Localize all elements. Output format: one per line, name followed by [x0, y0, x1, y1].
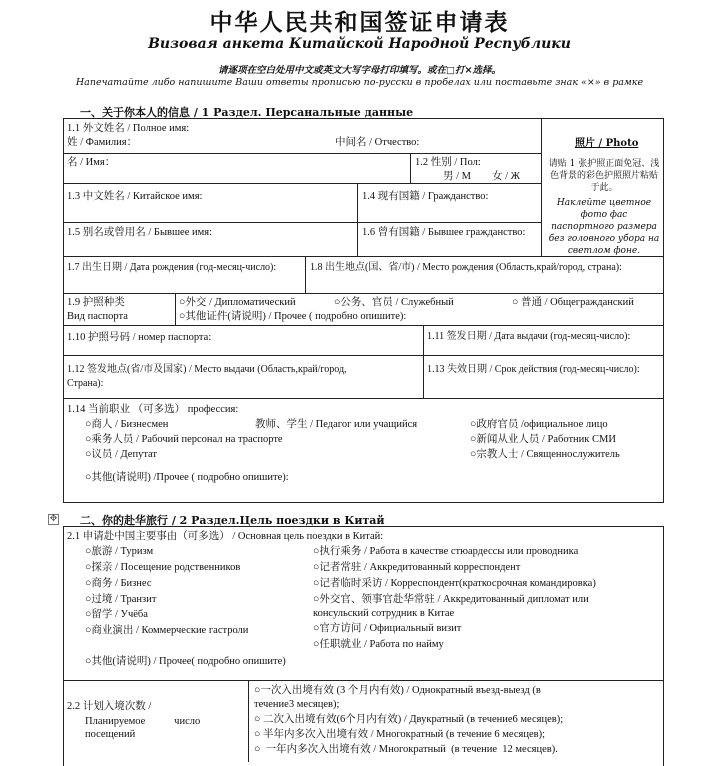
purpose-option[interactable]: ○商业演出 / Коммерческие гастроли — [85, 625, 249, 636]
occupation-teacher[interactable]: 教师、学生 / Педагог или учащийся — [255, 419, 418, 430]
passport-option-other[interactable]: ○其他证件(请说明) / Прочее ( подробно опишите): — [179, 311, 407, 322]
entries-label-ru: Планируемое число — [85, 716, 201, 727]
purpose-option[interactable]: ○商务 / Бизнес — [85, 578, 152, 589]
chinese-name-label: 1.3 中文姓名 / Китайское имя: — [67, 191, 203, 202]
issue-date-label: 1.11 签发日期 / Дата выдачи (год-месяц-число): — [427, 331, 631, 342]
passport-option-diplomatic[interactable]: ○外交 / Дипломатический — [179, 297, 296, 308]
place-of-birth-label: 1.8 出生地点(国、省/市) / Место рождения (Область,край/город, страна): — [310, 262, 622, 273]
passport-option-service[interactable]: ○公务、官员 / Служебный — [334, 297, 454, 308]
occupation-business[interactable]: ○商人 / Бизнесмен — [85, 419, 169, 430]
entry-option-multiple-6m[interactable]: ○ 半年内多次入出境有效 / Многократный (в течение 6 месяцев); — [254, 729, 545, 740]
entry-option-multiple-12m[interactable]: ○ 一年内多次入出境有效 / Многократный (в течение 12 месяцев). — [254, 744, 558, 755]
occupation-transport[interactable]: ○乘务人员 / Рабочий персонал на траспорте — [85, 434, 283, 445]
purpose-option[interactable]: ○官方访问 / Официальный визит — [313, 623, 462, 634]
instruction-cn: 请逐项在空白处用中文或英文大写字母打印填写。或在□打×选择。 — [218, 65, 501, 76]
occupation-other[interactable]: ○其他(请说明) /Прочее ( подробно опишите): — [85, 472, 289, 483]
middle-name-label: 中间名 / Отчество: — [335, 137, 420, 148]
given-name-label: 名 / Имя： — [67, 157, 116, 168]
passport-option-ordinary[interactable]: ○ 普通 / Общегражданский — [512, 297, 634, 308]
issue-place-label: 1.12 签发地点(省/市及国家) / Место выдачи (Область,край/город, — [67, 364, 347, 375]
full-name-label: 1.1 外文姓名 / Полное имя: — [67, 123, 190, 134]
purpose-option-other[interactable]: ○其他(请说明) / Прочее( подробно опишите) — [85, 656, 286, 667]
purpose-option[interactable]: ○外交官、领事官赴华常驻 / Аккредитованный дипломат или — [313, 594, 589, 605]
purpose-option[interactable]: ○任职就业 / Работа по найму — [313, 639, 444, 650]
sex-options[interactable]: 男 / М 女 / Ж — [443, 171, 521, 182]
section1-title: 一、关于你本人的信息 / 1 Раздел. Персанальные данные — [80, 106, 414, 119]
occupation-clergy[interactable]: ○宗教人士 / Священнослужитель — [470, 449, 620, 460]
entry-option-single-continued: течение3 месяцев); — [254, 699, 340, 710]
purpose-option[interactable]: ○旅游 / Туризм — [85, 546, 154, 557]
purpose-label: 2.1 申请赴中国主要事由（可多选） / Основная цель поездки в Китай: — [67, 531, 384, 542]
sex-label: 1.2 性别 / Пол: — [415, 157, 481, 168]
occupation-deputy[interactable]: ○议员 / Депутат — [85, 449, 158, 460]
table-move-handle-icon[interactable]: ✥ — [49, 514, 58, 524]
entries-label: 2.2 计划入境次数 / — [67, 701, 152, 712]
surname-label: 姓 / Фамилия： — [67, 137, 138, 148]
purpose-option-continued: консульский сотрудник в Китае — [313, 608, 455, 619]
issue-place-label-ru: Страна): — [67, 378, 104, 389]
instruction-ru: Напечатайте либо напишите Ваши ответы прописью по-русски в пробелах или поставьте знак «×» в рамке — [75, 77, 644, 88]
former-nationality-label: 1.6 曾有国籍 / Бывшее гражданство: — [362, 227, 526, 238]
purpose-option[interactable]: ○留学 / Учёба — [85, 609, 148, 620]
passport-type-label-ru: Вид паспорта — [67, 311, 128, 322]
purpose-option[interactable]: ○过境 / Транзит — [85, 594, 157, 605]
entry-option-single[interactable]: ○一次入出境有效 (3 个月内有效) / Однократный въезд-выезд (в — [254, 685, 541, 696]
passport-number-label: 1.10 护照号码 / номер паспорта: — [67, 332, 212, 343]
photo-instruction-ru: Наклейте цветное фото фас паспортного размера без головного убора на светлом фоне. — [548, 198, 660, 256]
nationality-label: 1.4 现有国籍 / Гражданство: — [362, 191, 489, 202]
purpose-option[interactable]: ○记者常驻 / Аккредитованный корреспондент — [313, 562, 521, 573]
photo-instruction-cn: 请贴 1 张护照正面免冠、浅色背景的彩色护照照片粘贴于此。 — [548, 159, 660, 193]
form-title: 中华人民共和国签证申请表 — [209, 10, 510, 36]
passport-type-label: 1.9 护照种类 — [67, 297, 125, 308]
form-subtitle: Визовая анкета Китайской Народной Республики — [148, 36, 571, 52]
purpose-option[interactable]: ○记者临时采访 / Корреспондент(краткосрочная командировка) — [313, 578, 596, 589]
occupation-label: 1.14 当前职业 （可多选） профессия: — [67, 404, 239, 415]
expiry-date-label: 1.13 失效日期 / Срок действия (год-месяц-число): — [427, 364, 640, 375]
occupation-official[interactable]: ○政府官员 /официальное лицо — [470, 419, 608, 430]
occupation-media[interactable]: ○新闻从业人员 / Работник СМИ — [470, 434, 616, 445]
former-name-label: 1.5 别名或曾用名 / Бывшее имя: — [67, 227, 213, 238]
purpose-option[interactable]: ○探亲 / Посещение родственников — [85, 562, 241, 573]
purpose-option[interactable]: ○执行乘务 / Работа в качестве стюардессы или проводника — [313, 546, 579, 557]
entries-label-ru-2: посещений — [85, 729, 136, 740]
date-of-birth-label: 1.7 出生日期 / Дата рождения (год-месяц-число): — [67, 262, 277, 273]
photo-title: 照片 / Photo — [575, 138, 639, 149]
entry-option-double[interactable]: ○ 二次入出境有效(6个月内有效) / Двукратный (в течение6 месяцев); — [254, 714, 564, 725]
section2-title: 二、你的赴华旅行 / 2 Раздел.Цель поездки в Китай — [80, 514, 385, 527]
